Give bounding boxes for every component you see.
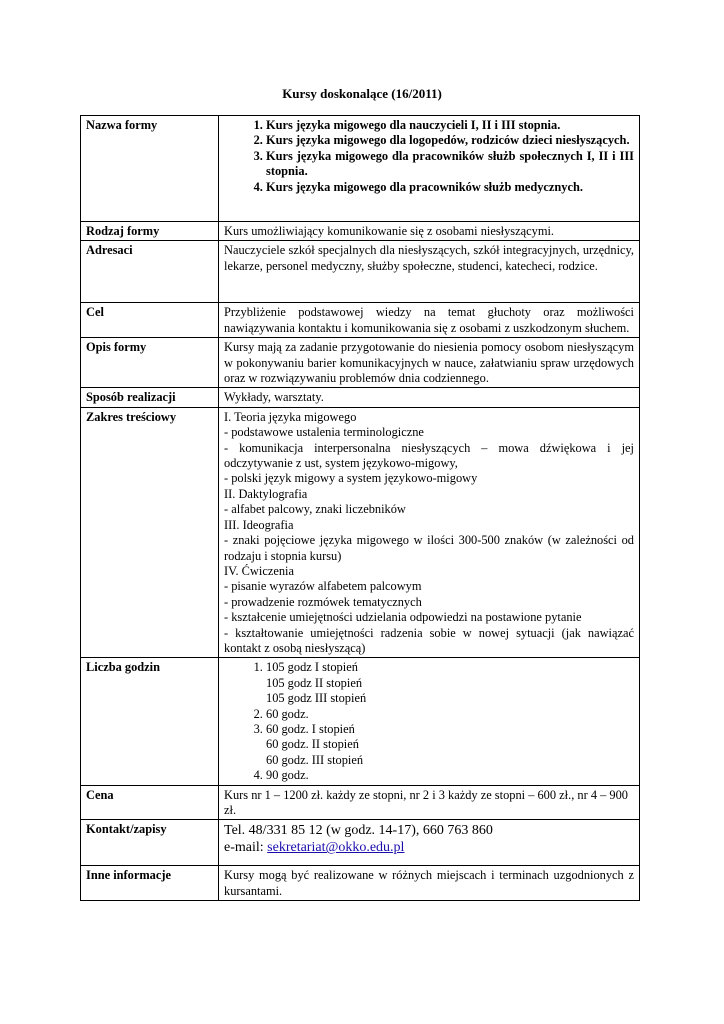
- hours-line: 2. 60 godz.: [266, 706, 309, 721]
- table-row: [81, 241, 640, 303]
- hours-line: 1. 105 godz I stopień: [266, 660, 358, 675]
- row-label: Cel: [81, 303, 219, 338]
- contact-phone: Tel. 48/331 85 12 (w godz. 14-17), 660 763 860: [224, 823, 493, 839]
- list-item: 1. Kurs języka migowego dla nauczycieli I, II i III stopnia.: [266, 118, 634, 133]
- scope-line: I. Teoria języka migowego: [224, 409, 357, 424]
- scope-line: - polski język migowy a system językowo-migowy: [224, 471, 478, 486]
- list-item: [266, 768, 634, 783]
- table-row: [81, 338, 640, 388]
- scope-line: - prowadzenie rozmówek tematycznych: [224, 594, 422, 609]
- course-names-cell: [219, 116, 640, 222]
- email-prefix: e-mail:: [224, 840, 268, 856]
- row-value: Przybliżenie podstawowej wiedzy na temat głuchoty oraz możliwości nawiązywania kontaktu i komunikowania się z osobami z uszkodzonym słuchem.: [219, 303, 640, 338]
- row-label: Cena: [81, 785, 219, 820]
- row-value: Kursy mają za zadanie przygotowanie do niesienia pomocy osobom niesłyszącym w pokonywaniu barier komunikacyjnych w nauce, załatwianiu spraw urzędowych oraz w rozwiązywaniu problemów dnia codziennego.: [219, 338, 640, 388]
- row-value: Kursy mogą być realizowane w różnych miejscach i terminach uzgodnionych z kursantami.: [219, 866, 640, 901]
- row-value: Kurs nr 1 – 1200 zł. każdy ze stopni, nr 2 i 3 każdy ze stopni – 600 zł., nr 4 – 900 zł.: [219, 785, 640, 820]
- hours-line: 105 godz III stopień: [266, 691, 367, 706]
- contact-cell: [219, 820, 640, 866]
- hours-cell: [219, 658, 640, 785]
- hours-line: 4. 90 godz.: [266, 768, 309, 783]
- row-label: Rodzaj formy: [81, 222, 219, 241]
- scope-line: - komunikacja interpersonalna niesłyszących – mowa dźwiękowa i jej odczytywanie z ust, system językowo-migowy,: [224, 440, 634, 471]
- list-item: 3. Kurs języka migowego dla pracowników służb społecznych I, II i III stopnia.: [266, 149, 634, 180]
- email-link[interactable]: sekretariat@okko.edu.pl: [267, 840, 405, 856]
- table-row: [81, 407, 640, 658]
- table-row: [81, 785, 640, 820]
- course-names-list: [224, 118, 634, 195]
- row-label: Inne informacje: [81, 866, 219, 901]
- scope-line: - podstawowe ustalenia terminologiczne: [224, 425, 424, 440]
- row-label: Kontakt/zapisy: [81, 820, 219, 866]
- row-label: Nazwa formy: [81, 116, 219, 222]
- scope-line: - znaki pojęciowe języka migowego w ilości 300-500 znaków (w zależności od rodzaju i stopnia kursu): [224, 533, 634, 563]
- row-value: Nauczyciele szkół specjalnych dla niesłyszących, szkół integracyjnych, urzędnicy, lekarze, personel medyczny, służby społeczne, studenci, katecheci, rodzice.: [219, 241, 640, 303]
- scope-line: II. Daktylografia: [224, 486, 308, 501]
- scope-line: IV. Ćwiczenia: [224, 563, 294, 578]
- row-label: Liczba godzin: [81, 658, 219, 785]
- row-label: Sposób realizacji: [81, 388, 219, 407]
- scope-cell: [219, 407, 640, 658]
- table-row: [81, 820, 640, 866]
- list-item: 4. Kurs języka migowego dla pracowników służb medycznych.: [266, 180, 634, 195]
- table-row: [81, 658, 640, 785]
- row-value: Kurs umożliwiający komunikowanie się z osobami niesłyszącymi.: [219, 222, 640, 241]
- hours-line: 60 godz. II stopień: [266, 737, 359, 752]
- scope-line: - alfabet palcowy, znaki liczebników: [224, 502, 406, 517]
- table-row: [81, 303, 640, 338]
- list-item: [266, 707, 634, 722]
- page-title: Kursy doskonalące (16/2011): [282, 86, 442, 101]
- contact-email-line: [224, 839, 634, 856]
- hours-line: 105 godz II stopień: [266, 675, 363, 690]
- course-info-table: [80, 115, 640, 901]
- list-item: [266, 722, 634, 768]
- scope-line: III. Ideografia: [224, 517, 294, 532]
- hours-line: 60 godz. III stopień: [266, 752, 364, 767]
- table-row: [81, 866, 640, 901]
- row-value: Wykłady, warsztaty.: [219, 388, 640, 407]
- list-item: 2. Kurs języka migowego dla logopedów, rodziców dzieci niesłyszących.: [266, 133, 634, 148]
- table-row: [81, 116, 640, 222]
- hours-list: [224, 660, 634, 783]
- row-label: Opis formy: [81, 338, 219, 388]
- scope-line: - kształcenie umiejętności udzielania odpowiedzi na postawione pytanie: [224, 610, 582, 625]
- scope-line: - pisanie wyrazów alfabetem palcowym: [224, 579, 422, 594]
- scope-line: - kształtowanie umiejętności radzenia sobie w nowej sytuacji (jak nawiązać kontakt z osobą niesłyszącą): [224, 625, 634, 655]
- table-row: [81, 222, 640, 241]
- list-item: [266, 660, 634, 706]
- row-label: Zakres treściowy: [81, 407, 219, 658]
- table-row: [81, 388, 640, 407]
- row-label: Adresaci: [81, 241, 219, 303]
- hours-line: 3. 60 godz. I stopień: [266, 721, 355, 736]
